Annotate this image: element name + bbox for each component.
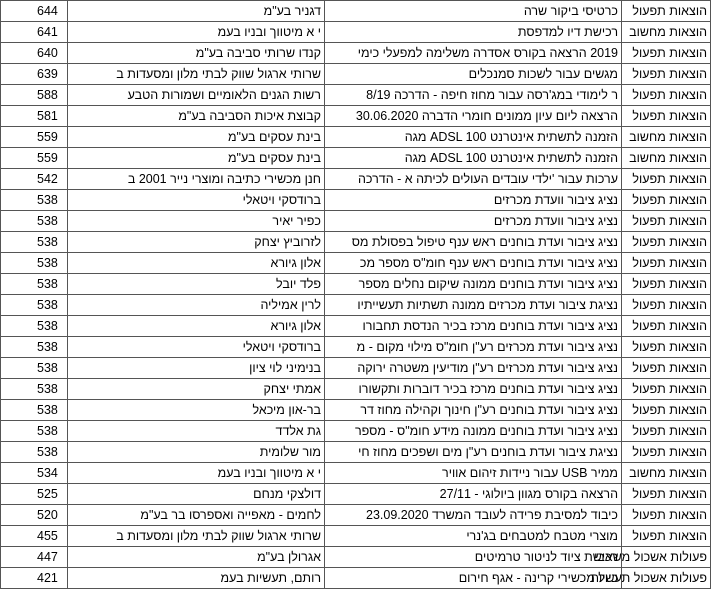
amount-cell: 538 (1, 421, 68, 442)
category-cell: הוצאות תפעול (622, 211, 711, 232)
category-cell: הוצאות תפעול (622, 85, 711, 106)
table-row (1, 463, 711, 484)
category-cell: הוצאות מחשוב (622, 127, 711, 148)
description-cell: מוצרי מטבח למטבחים בג'נרי (325, 526, 622, 547)
vendor-cell: מור שלומית (68, 442, 325, 463)
description-cell: רכישת ציוד לניטור טרמיטים (325, 547, 622, 568)
amount-cell: 421 (1, 568, 68, 589)
vendor-cell: בינת עסקים בע"מ (68, 148, 325, 169)
amount-cell: 644 (1, 1, 68, 22)
amount-cell: 538 (1, 379, 68, 400)
category-cell: הוצאות תפעול (622, 358, 711, 379)
table-row (1, 232, 711, 253)
expense-table-body (1, 1, 711, 589)
vendor-cell: דולצקי מנחם (68, 484, 325, 505)
description-cell: נציג ציבור ועדת בוחנים ראש ענף חומ"ס מספר מכ (325, 253, 622, 274)
vendor-cell: אלון גיורא (68, 316, 325, 337)
description-cell: נציג ציבור ועדת בוחנים ממונה שיקום נחלים מספר (325, 274, 622, 295)
vendor-cell: ברודסקי ויטאלי (68, 337, 325, 358)
amount-cell: 538 (1, 337, 68, 358)
amount-cell: 538 (1, 190, 68, 211)
table-row (1, 442, 711, 463)
vendor-cell: חנן מכשירי כתיבה ומוצרי נייר 2001 ב (68, 169, 325, 190)
amount-cell: 559 (1, 127, 68, 148)
category-cell: הוצאות תפעול (622, 337, 711, 358)
category-cell: הוצאות תפעול (622, 484, 711, 505)
table-row (1, 211, 711, 232)
category-cell: הוצאות מחשוב (622, 463, 711, 484)
table-row (1, 484, 711, 505)
vendor-cell: אלון גיורא (68, 253, 325, 274)
amount-cell: 538 (1, 253, 68, 274)
amount-cell: 542 (1, 169, 68, 190)
amount-cell: 538 (1, 211, 68, 232)
amount-cell: 588 (1, 85, 68, 106)
category-cell: הוצאות תפעול (622, 400, 711, 421)
amount-cell: 538 (1, 442, 68, 463)
table-row (1, 169, 711, 190)
table-row (1, 337, 711, 358)
table-row (1, 127, 711, 148)
table-row (1, 253, 711, 274)
vendor-cell: בנימיני לוי ציון (68, 358, 325, 379)
category-cell: הוצאות תפעול (622, 316, 711, 337)
vendor-cell: בינת עסקים בע"מ (68, 127, 325, 148)
category-cell: הוצאות מחשוב (622, 148, 711, 169)
amount-cell: 525 (1, 484, 68, 505)
category-cell: הוצאות תפעול (622, 421, 711, 442)
table-row (1, 379, 711, 400)
table-row (1, 106, 711, 127)
category-cell: הוצאות תפעול (622, 295, 711, 316)
vendor-cell: בר-און מיכאל (68, 400, 325, 421)
description-cell: נציג ציבור ועדת בוחנים רע"ן חינוך וקהילה מחוז דר (325, 400, 622, 421)
category-cell: הוצאות תפעול (622, 274, 711, 295)
description-cell: רכישת דיו למדפסת (325, 22, 622, 43)
amount-cell: 538 (1, 274, 68, 295)
vendor-cell: לרין אמיליה (68, 295, 325, 316)
table-row (1, 526, 711, 547)
amount-cell: 538 (1, 400, 68, 421)
table-row (1, 64, 711, 85)
amount-cell: 520 (1, 505, 68, 526)
vendor-cell: י א מיטווך ובניו בעמ (68, 463, 325, 484)
table-row (1, 316, 711, 337)
description-cell: 2019 הרצאה בקורס אסדרה משלימה למפעלי כימי (325, 43, 622, 64)
vendor-cell: אמתי יצחק (68, 379, 325, 400)
category-cell: הוצאות מחשוב (622, 22, 711, 43)
description-cell: כיבוד למסיבת פרידה לעובד המשרד 23.09.2020 (325, 505, 622, 526)
description-cell: הזמנה לתשתית אינטרנט ADSL 100 מגה (325, 148, 622, 169)
description-cell: נציג ציבור ועדת בוחנים ממונה מידע חומ"ס - מספר (325, 421, 622, 442)
amount-cell: 538 (1, 316, 68, 337)
table-row (1, 43, 711, 64)
vendor-cell: רותם, תעשיות בעמ (68, 568, 325, 589)
vendor-cell: שרותי ארגול שווק לבתי מלון ומסעדות ב (68, 526, 325, 547)
category-cell: הוצאות תפעול (622, 442, 711, 463)
vendor-cell: שרותי ארגול שווק לבתי מלון ומסעדות ב (68, 64, 325, 85)
category-cell: הוצאות תפעול (622, 64, 711, 85)
amount-cell: 455 (1, 526, 68, 547)
vendor-cell: רשות הגנים הלאומיים ושמורות הטבע (68, 85, 325, 106)
table-row (1, 1, 711, 22)
description-cell: כיול מכשירי קרינה - אגף חירום (325, 568, 622, 589)
category-cell: הוצאות תפעול (622, 505, 711, 526)
amount-cell: 639 (1, 64, 68, 85)
amount-cell: 640 (1, 43, 68, 64)
category-cell: הוצאות תפעול (622, 190, 711, 211)
table-row (1, 358, 711, 379)
vendor-cell: דגניר בע"מ (68, 1, 325, 22)
vendor-cell: לזרוביץ יצחק (68, 232, 325, 253)
description-cell: מגשים עבור לשכות סמנכלים (325, 64, 622, 85)
category-cell: הוצאות תפעול (622, 379, 711, 400)
category-cell: הוצאות תפעול (622, 1, 711, 22)
description-cell: נציג ציבור ועדת מכרזים רע"ן מודיעין משטרה ירוקה (325, 358, 622, 379)
vendor-cell: קנדו שרותי סביבה בע"מ (68, 43, 325, 64)
table-row (1, 274, 711, 295)
vendor-cell: אגרולן בע"מ (68, 547, 325, 568)
category-cell: הוצאות תפעול (622, 232, 711, 253)
vendor-cell: לחמים - מאפייה ואספרסו בר בע"מ (68, 505, 325, 526)
description-cell: כרטיסי ביקור שרה (325, 1, 622, 22)
category-cell: הוצאות תפעול (622, 526, 711, 547)
table-row (1, 190, 711, 211)
description-cell: נציג ציבור ועדת מכרזים רע"ן חומ"ס מילוי מקום - מ (325, 337, 622, 358)
amount-cell: 581 (1, 106, 68, 127)
table-row (1, 295, 711, 316)
description-cell: נציג ציבור ועדת בוחנים מרכז בכיר דוברות ותקשורו (325, 379, 622, 400)
description-cell: נציג ציבור ועדת בוחנים מרכז בכיר הנדסת תחבורו (325, 316, 622, 337)
amount-cell: 641 (1, 22, 68, 43)
table-row (1, 85, 711, 106)
amount-cell: 538 (1, 358, 68, 379)
table-row (1, 505, 711, 526)
description-cell: נציג ציבור וועדת מכרזים (325, 190, 622, 211)
table-row (1, 547, 711, 568)
table-row (1, 421, 711, 442)
table-row (1, 148, 711, 169)
category-cell: הוצאות תפעול (622, 43, 711, 64)
amount-cell: 538 (1, 295, 68, 316)
description-cell: הרצאה ליום עיון ממונים חומרי הדברה 30.06.2020 (325, 106, 622, 127)
table-row (1, 568, 711, 589)
table-row (1, 400, 711, 421)
category-cell: הוצאות תפעול (622, 106, 711, 127)
description-cell: ממיר USB עבור ניידות זיהום אוויר (325, 463, 622, 484)
description-cell: נציג ציבור וועדת מכרזים (325, 211, 622, 232)
table-row (1, 22, 711, 43)
vendor-cell: כפיר יאיר (68, 211, 325, 232)
vendor-cell: ברודסקי ויטאלי (68, 190, 325, 211)
description-cell: הזמנה לתשתית אינטרנט ADSL 100 מגה (325, 127, 622, 148)
category-cell: פעולות אשכול משאבי (622, 547, 711, 568)
description-cell: נציגת ציבור ועדת בוחנים רע"ן מים ושפכים מחוז חי (325, 442, 622, 463)
description-cell: נציגת ציבור ועדת מכרזים ממונה תשתיות תעשייתיו (325, 295, 622, 316)
category-cell: הוצאות תפעול (622, 169, 711, 190)
vendor-cell: פלד יובל (68, 274, 325, 295)
amount-cell: 534 (1, 463, 68, 484)
description-cell: הרצאה בקורס מגוון ביולוגי - 27/11 (325, 484, 622, 505)
vendor-cell: קבוצת איכות הסביבה בע"מ (68, 106, 325, 127)
category-cell: הוצאות תפעול (622, 253, 711, 274)
amount-cell: 538 (1, 232, 68, 253)
vendor-cell: גת אלדד (68, 421, 325, 442)
amount-cell: 447 (1, 547, 68, 568)
category-cell: פעולות אשכול תעשיות (622, 568, 711, 589)
vendor-cell: י א מיטווך ובניו בעמ (68, 22, 325, 43)
amount-cell: 559 (1, 148, 68, 169)
description-cell: ערכות עבור 'ילדי עובדים העולים לכיתה א - הדרכה (325, 169, 622, 190)
description-cell: נציג ציבור ועדת בוחנים ראש ענף טיפול בפסולת מס (325, 232, 622, 253)
description-cell: ר לימודי במג'רסה עבור מחוז חיפה - הדרכה 8/19 (325, 85, 622, 106)
